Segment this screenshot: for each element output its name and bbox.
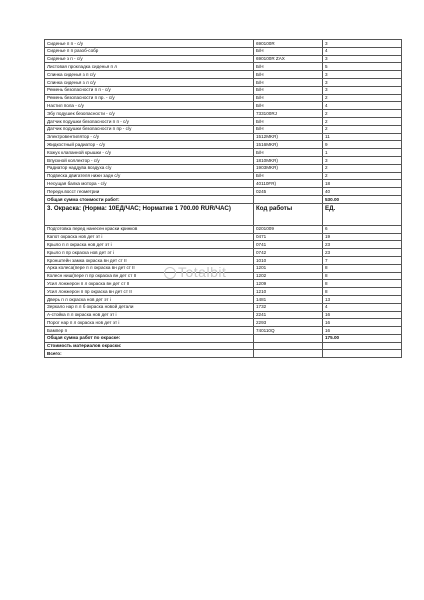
table-row <box>45 180 402 188</box>
work-code: 1903MKR) <box>254 164 323 172</box>
work-name: Спинка сиденья з п с/у <box>45 71 254 79</box>
table-row <box>45 241 402 249</box>
work-name: Арка колеса(пере п л окраска вн дет ст II <box>45 264 254 272</box>
watermark-logo-icon <box>164 267 176 279</box>
section-title: 3. Окраска: (Норма: 10ЕД/ЧАС; Норматив 1 700.00 RUR/ЧАС) <box>45 203 254 225</box>
work-units: 16 <box>323 327 402 335</box>
work-code: 1481 <box>254 295 323 303</box>
work-name: Усил лонжерон п пр окраска вн дет ст II <box>45 288 254 296</box>
total-paint-works-value: 175.00 <box>323 334 402 342</box>
watermark-text: Totalbit <box>178 264 227 280</box>
work-units: 18 <box>323 180 402 188</box>
work-name: А-стойка п л окраска нов дет эт i <box>45 311 254 319</box>
work-code: 740110Q <box>254 327 323 335</box>
work-units: 2 <box>323 110 402 118</box>
table-row <box>45 141 402 149</box>
table-row <box>45 86 402 94</box>
work-code: 0742 <box>254 249 323 257</box>
work-name: Датчик подушки безопасности п п - с/у <box>45 117 254 125</box>
work-units: 2 <box>323 94 402 102</box>
work-name: Спинка сиденья з л с/у <box>45 78 254 86</box>
work-code: 1512MKR) <box>254 133 323 141</box>
work-name: Ремень безопасности п п - с/у <box>45 86 254 94</box>
work-code: Б/Н <box>254 149 323 157</box>
table-row <box>45 63 402 71</box>
work-name: Крыло п л окраска нов дет эт i <box>45 241 254 249</box>
total-paint-materials-row <box>45 342 402 350</box>
work-name: Электровентилятор - с/у <box>45 133 254 141</box>
work-units: 8 <box>323 264 402 272</box>
works-total <box>45 195 402 225</box>
work-units: 8 <box>323 280 402 288</box>
table-row <box>45 172 402 180</box>
work-units: 23 <box>323 249 402 257</box>
work-units: 11 <box>323 133 402 141</box>
watermark <box>164 264 226 280</box>
work-units: 5 <box>323 63 402 71</box>
work-name: Дверь п л окраска нов дет эт i <box>45 295 254 303</box>
work-code: 2293 <box>254 319 323 327</box>
work-units: 13 <box>323 295 402 303</box>
work-units: 19 <box>323 233 402 241</box>
work-units: 2 <box>323 164 402 172</box>
table-row <box>45 288 402 296</box>
work-name: Подвеска двигателя нижн задн с/у <box>45 172 254 180</box>
table-row <box>45 47 402 55</box>
work-name: Колесн ниш(пере п пр окраска вн дет ст II <box>45 272 254 280</box>
work-name: Кронштейн замка окраска вн дет ст II <box>45 256 254 264</box>
work-name: Зеркало нар п л б окраска новой детали <box>45 303 254 311</box>
work-code: Б/Н <box>254 102 323 110</box>
work-code: 0201009 <box>254 225 323 233</box>
work-code: Б/Н <box>254 63 323 71</box>
work-units: 9 <box>323 141 402 149</box>
total-paint-materials-value <box>323 342 402 350</box>
estimate-table <box>44 39 402 358</box>
work-units: 6 <box>323 225 402 233</box>
work-code: Б/Н <box>254 78 323 86</box>
work-name: Жидкостный радиатор - с/у <box>45 141 254 149</box>
work-code: 2241 <box>254 311 323 319</box>
work-name: Порог нар п л окраска нов дет эт i <box>45 319 254 327</box>
work-name: Впускной коллектор - с/у <box>45 156 254 164</box>
grand-total-code <box>254 350 323 358</box>
code-header: Код работы <box>254 203 323 225</box>
table-row <box>45 280 402 288</box>
work-name: Кожух клапанной крышки - с/у <box>45 149 254 157</box>
work-units: 16 <box>323 311 402 319</box>
work-code: 1516MKR) <box>254 141 323 149</box>
work-code: 690100R ZAX <box>254 55 323 63</box>
total-paint-materials-label: Стоимость материалов окраски: <box>45 342 254 350</box>
table-row <box>45 133 402 141</box>
work-name: Радиатор наддува воздуха с/у <box>45 164 254 172</box>
work-name: Усил лонжерон п л окраска вн дет ст II <box>45 280 254 288</box>
total-works-row <box>45 195 402 203</box>
work-units: 3 <box>323 71 402 79</box>
work-units: 3 <box>323 78 402 86</box>
repair-works-rows <box>45 40 402 196</box>
work-code: 733100RJ <box>254 110 323 118</box>
work-name: Ремень безопасности п пр. - с/у <box>45 94 254 102</box>
table-row <box>45 233 402 241</box>
work-name: Настил пола - с/у <box>45 102 254 110</box>
table-row <box>45 71 402 79</box>
work-code: Б/Н <box>254 125 323 133</box>
work-units: 23 <box>323 241 402 249</box>
work-code: 1810MKR) <box>254 156 323 164</box>
work-code: Б/Н <box>254 172 323 180</box>
table-row <box>45 110 402 118</box>
table-row <box>45 295 402 303</box>
work-code: 1210 <box>254 288 323 296</box>
work-code: 0245 <box>254 188 323 196</box>
table-row <box>45 40 402 48</box>
work-name: Крыло п пр окраска нов дет эт i <box>45 249 254 257</box>
table-row <box>45 188 402 196</box>
work-units: 8 <box>323 272 402 280</box>
work-units: 3 <box>323 55 402 63</box>
table-row <box>45 55 402 63</box>
table-row <box>45 125 402 133</box>
work-code: 1202 <box>254 272 323 280</box>
work-name: Бампер п <box>45 327 254 335</box>
total-works-code <box>254 195 323 203</box>
work-units: 2 <box>323 172 402 180</box>
table-row <box>45 94 402 102</box>
work-name: Несущая балка мотора - с/у <box>45 180 254 188</box>
work-code: Б/Н <box>254 117 323 125</box>
total-works-label: Общая сумма стоимости работ: <box>45 195 254 203</box>
work-code: Б/Н <box>254 71 323 79</box>
work-units: 4 <box>323 102 402 110</box>
work-code: Б/Н <box>254 86 323 94</box>
work-name: Сиденье п п разоб-собр <box>45 47 254 55</box>
work-name: Сиденье з п - с/у <box>45 55 254 63</box>
grand-total-row <box>45 350 402 358</box>
work-name: Сиденье п п - с/у <box>45 40 254 48</box>
table-row <box>45 311 402 319</box>
unit-header: ЕД. <box>323 203 402 225</box>
work-code: Б/Н <box>254 94 323 102</box>
work-name: Эбу подушек безопасности - с/у <box>45 110 254 118</box>
table-row <box>45 225 402 233</box>
paint-totals <box>45 334 402 357</box>
work-units: 4 <box>323 47 402 55</box>
work-name: Листовая прокладка сиденья п л <box>45 63 254 71</box>
work-name: Передн.восст геометрии <box>45 188 254 196</box>
work-units: 2 <box>323 125 402 133</box>
total-paint-works-label: Общая сумма работ по окраске: <box>45 334 254 342</box>
work-name: Капот окраска нов дет эт i <box>45 233 254 241</box>
total-paint-works-row <box>45 334 402 342</box>
table-row <box>45 102 402 110</box>
total-paint-works-code <box>254 334 323 342</box>
work-code: 1209 <box>254 280 323 288</box>
section-header-row <box>45 203 402 225</box>
work-code: Б/Н <box>254 47 323 55</box>
work-units: 16 <box>323 319 402 327</box>
table-row <box>45 117 402 125</box>
work-units: 3 <box>323 86 402 94</box>
work-units: 40 <box>323 188 402 196</box>
grand-total-value <box>323 350 402 358</box>
work-name: Подготовка перед нанесен краски кринков <box>45 225 254 233</box>
work-code: 1732 <box>254 303 323 311</box>
total-paint-materials-code <box>254 342 323 350</box>
work-units: 7 <box>323 256 402 264</box>
table-row <box>45 319 402 327</box>
work-units: 3 <box>323 156 402 164</box>
work-code: 0471 <box>254 233 323 241</box>
table-row <box>45 303 402 311</box>
total-works-value: 530.00 <box>323 195 402 203</box>
work-name: Датчик подушки безопасности п пр - с/у <box>45 125 254 133</box>
table-row <box>45 156 402 164</box>
table-row <box>45 78 402 86</box>
work-code: 40110FR) <box>254 180 323 188</box>
work-code: 690100R <box>254 40 323 48</box>
table-row <box>45 249 402 257</box>
table-row <box>45 327 402 335</box>
work-units: 1 <box>323 149 402 157</box>
table-row <box>45 164 402 172</box>
work-units: 2 <box>323 117 402 125</box>
table-row <box>45 149 402 157</box>
work-units: 8 <box>323 288 402 296</box>
work-code: 1201 <box>254 264 323 272</box>
work-units: 4 <box>323 303 402 311</box>
work-code: 1010 <box>254 256 323 264</box>
grand-total-label: Всего: <box>45 350 254 358</box>
work-code: 0741 <box>254 241 323 249</box>
work-units: 3 <box>323 40 402 48</box>
